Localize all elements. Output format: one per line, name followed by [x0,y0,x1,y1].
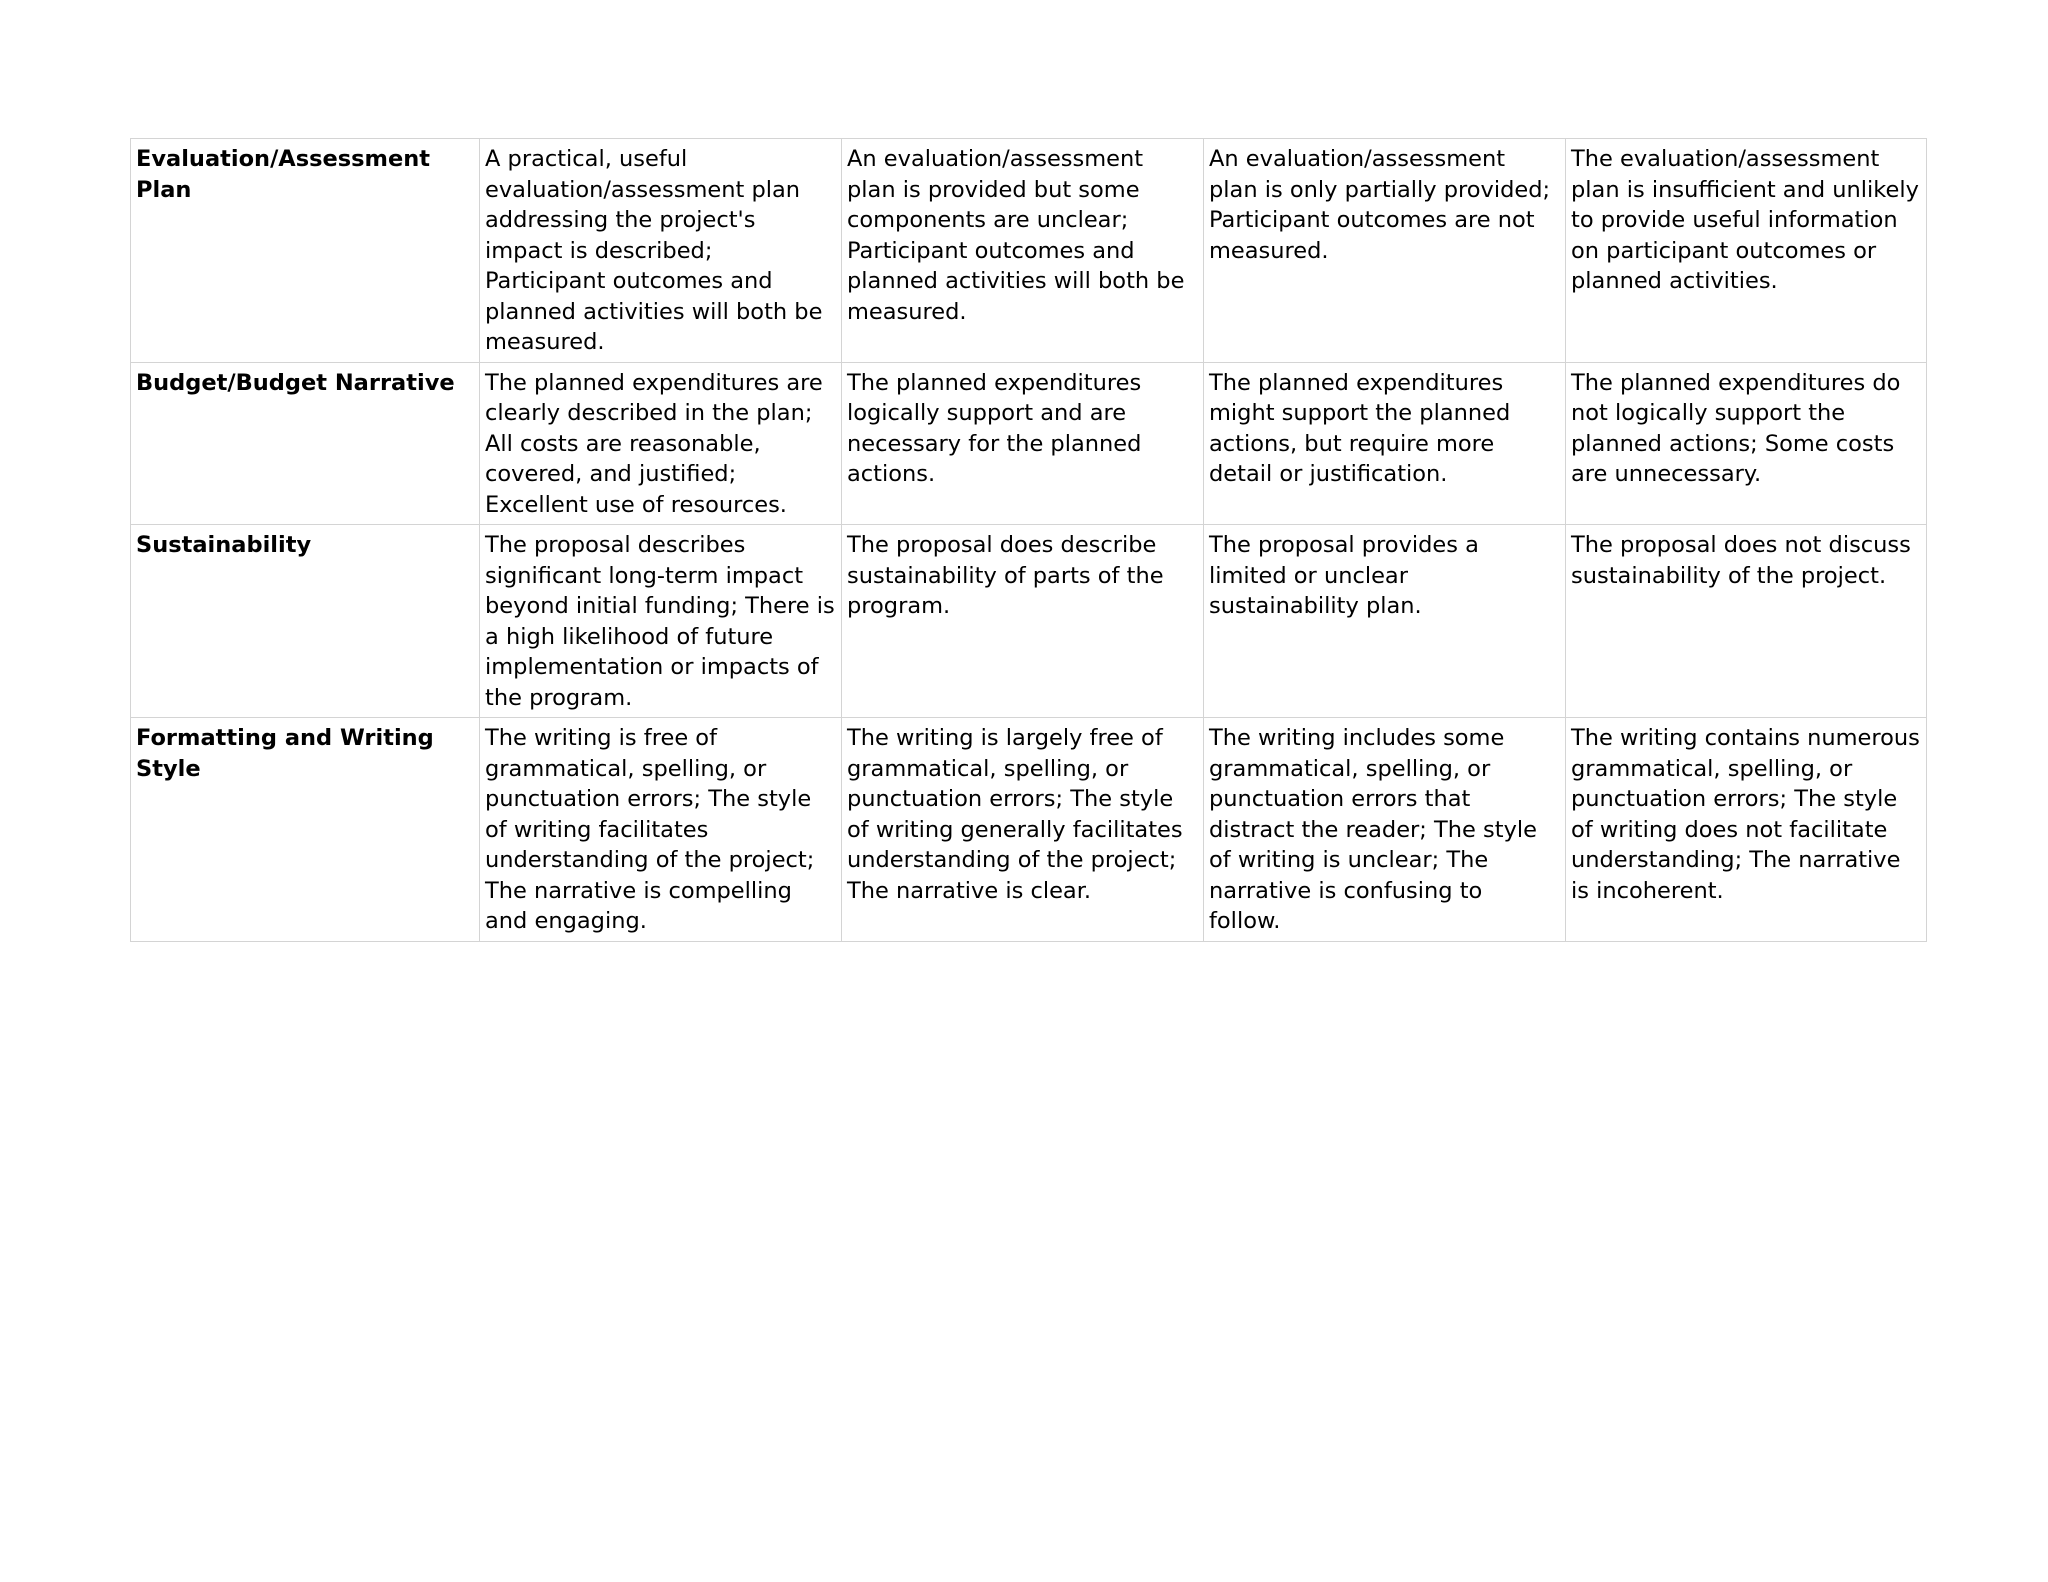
rubric-table [130,138,1927,942]
rubric-cell: The evaluation/assessment plan is insufficient and unlikely to provide useful information on participant outcomes or planned activities. [1566,139,1927,363]
rubric-cell: The proposal does not discuss sustainability of the project. [1566,525,1927,718]
rubric-cell: The writing is largely free of grammatical, spelling, or punctuation errors; The style of writing generally facilitates understanding of the project; The narrative is clear. [842,718,1204,942]
rubric-cell: The planned expenditures might support the planned actions, but require more detail or justification. [1204,362,1566,525]
rubric-cell: The planned expenditures logically support and are necessary for the planned actions. [842,362,1204,525]
criterion-cell: Budget/Budget Narrative [131,362,480,525]
table-row [131,139,1927,363]
rubric-cell: An evaluation/assessment plan is only partially provided; Participant outcomes are not measured. [1204,139,1566,363]
rubric-cell: The writing contains numerous grammatical, spelling, or punctuation errors; The style of writing does not facilitate understanding; The narrative is incoherent. [1566,718,1927,942]
rubric-cell: The proposal describes significant long-term impact beyond initial funding; There is a high likelihood of future implementation or impacts of the program. [480,525,842,718]
rubric-cell: The writing includes some grammatical, spelling, or punctuation errors that distract the reader; The style of writing is unclear; The narrative is confusing to follow. [1204,718,1566,942]
criterion-cell: Evaluation/Assessment Plan [131,139,480,363]
rubric-cell: An evaluation/assessment plan is provided but some components are unclear; Participant outcomes and planned activities will both be measured. [842,139,1204,363]
table-row [131,718,1927,942]
rubric-cell: The proposal provides a limited or unclear sustainability plan. [1204,525,1566,718]
table-row [131,525,1927,718]
rubric-cell: The planned expenditures do not logically support the planned actions; Some costs are unnecessary. [1566,362,1927,525]
criterion-cell: Sustainability [131,525,480,718]
rubric-cell: The writing is free of grammatical, spelling, or punctuation errors; The style of writing facilitates understanding of the project; The narrative is compelling and engaging. [480,718,842,942]
rubric-cell: The planned expenditures are clearly described in the plan; All costs are reasonable, covered, and justified; Excellent use of resources. [480,362,842,525]
rubric-cell: The proposal does describe sustainability of parts of the program. [842,525,1204,718]
rubric-cell: A practical, useful evaluation/assessment plan addressing the project's impact is described; Participant outcomes and planned activities will both be measured. [480,139,842,363]
table-row [131,362,1927,525]
criterion-cell: Formatting and Writing Style [131,718,480,942]
